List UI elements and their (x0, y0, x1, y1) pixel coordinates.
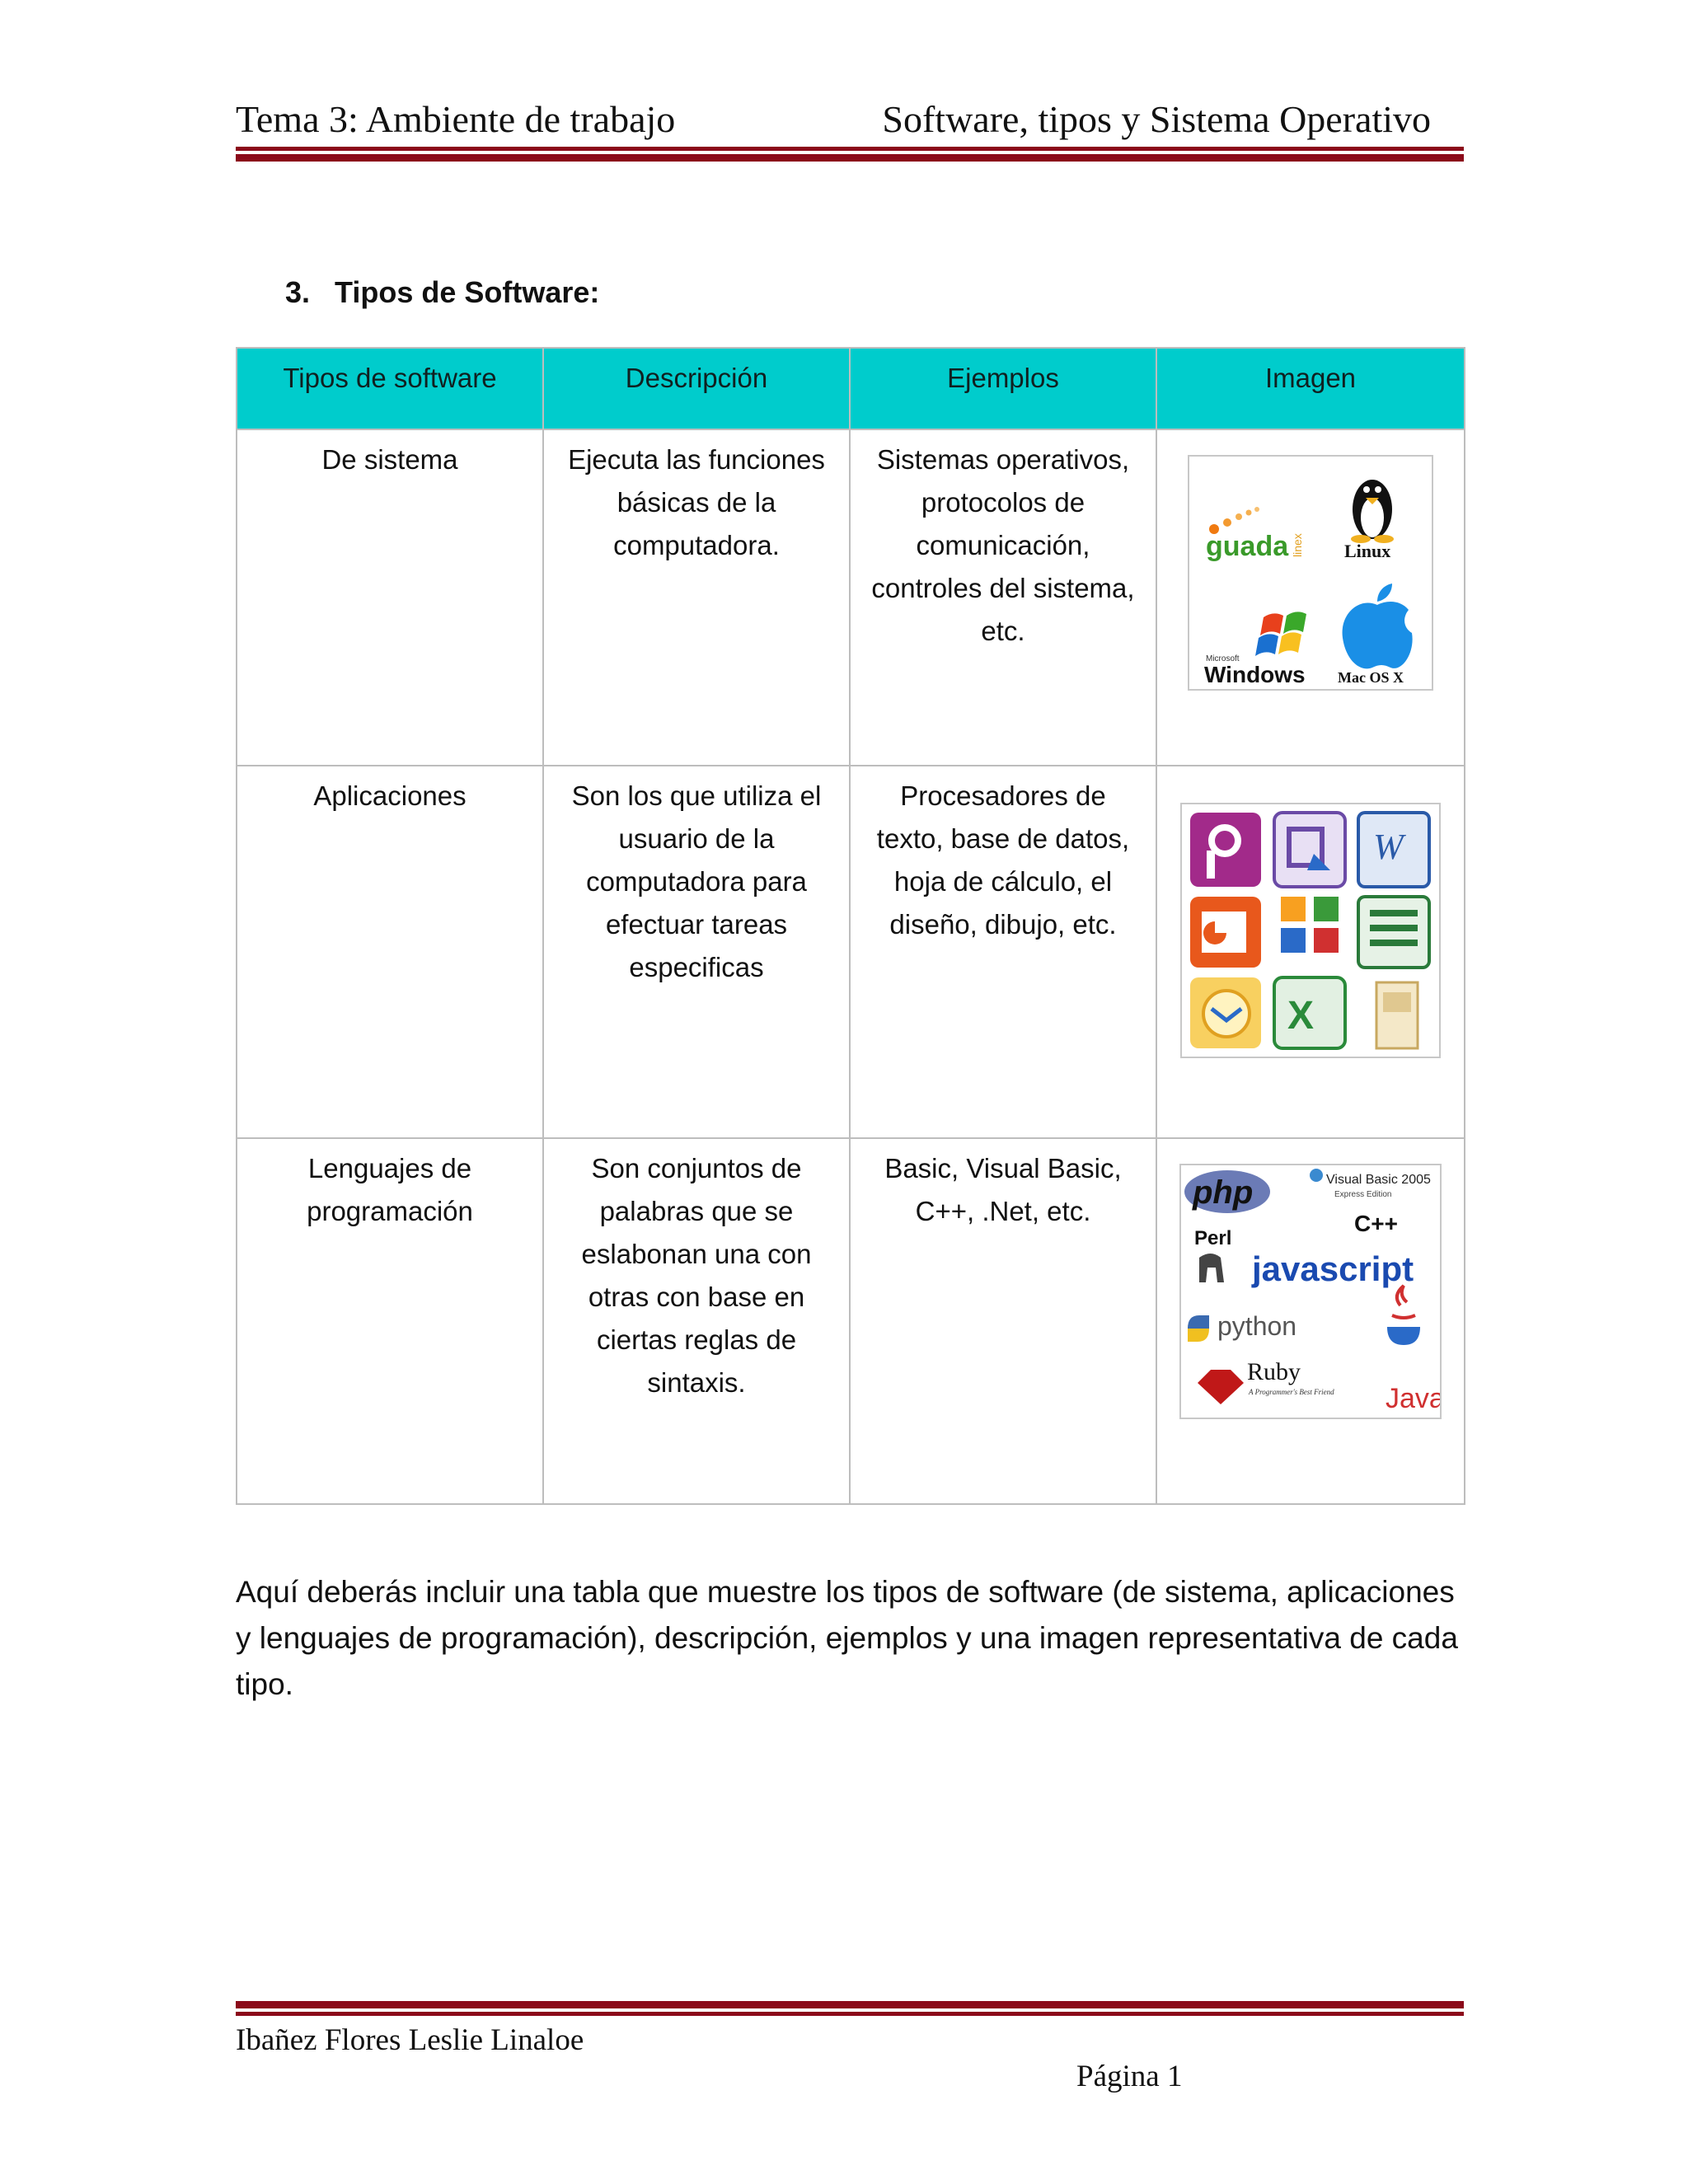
perl-label: Perl (1194, 1227, 1232, 1249)
programming-languages-icon (1181, 1165, 1440, 1418)
guada-label: guada (1206, 531, 1289, 562)
header-cell-imagen: Imagen (1156, 348, 1465, 429)
svg-text:X: X (1287, 994, 1315, 1038)
cell-imagen (1156, 429, 1465, 766)
cell-ejemplos: Procesadores de texto, base de datos, hoja de cálculo, el diseño, dibujo, etc. (850, 766, 1156, 1138)
ruby-label: Ruby (1247, 1358, 1301, 1385)
os-logos-image (1188, 455, 1433, 691)
linex-label: linex (1291, 533, 1304, 557)
table-row (237, 429, 1465, 766)
macosx-label: Mac OS X (1338, 669, 1404, 686)
java-label: Java (1386, 1383, 1440, 1414)
express-edition-label: Express Edition (1334, 1190, 1392, 1199)
php-label: php (1193, 1174, 1254, 1211)
header-cell-descripcion: Descripción (543, 348, 850, 429)
table-header-row (237, 348, 1465, 429)
header-right-title: Software, tipos y Sistema Operativo (882, 98, 1431, 140)
cell-ejemplos: Basic, Visual Basic, C++, .Net, etc. (850, 1138, 1156, 1504)
office-icons-icon (1182, 804, 1439, 1057)
cell-descripcion: Son los que utiliza el usuario de la computadora para efectuar tareas especificas (543, 766, 850, 1138)
header-left-title: Tema 3: Ambiente de trabajo (236, 98, 676, 140)
header-cell-ejemplos: Ejemplos (850, 348, 1156, 429)
header-rule (236, 147, 1464, 162)
programming-languages-image (1179, 1164, 1442, 1419)
cell-tipo: Aplicaciones (237, 766, 543, 1138)
cell-tipo: De sistema (237, 429, 543, 766)
visual-basic-label: Visual Basic 2005 (1326, 1173, 1431, 1187)
footer-rule (236, 2001, 1464, 2016)
page-header (236, 97, 1464, 147)
section-title (285, 275, 599, 310)
python-label: python (1217, 1311, 1297, 1341)
footer-author: Ibañez Flores Leslie Linaloe (236, 2023, 584, 2057)
svg-text:W: W (1373, 827, 1404, 867)
windows-label: Windows (1204, 662, 1306, 687)
cell-imagen (1156, 766, 1465, 1138)
cell-descripcion: Son conjuntos de palabras que se eslabonan una con otras con base en ciertas reglas de sintaxis. (543, 1138, 850, 1504)
office-icons-image (1180, 803, 1441, 1058)
ruby-tagline-label: A Programmer's Best Friend (1249, 1388, 1334, 1396)
section-title-text: Tipos de Software: (335, 275, 600, 309)
cell-tipo: Lenguajes de programación (237, 1138, 543, 1504)
os-logos-icon (1189, 457, 1432, 689)
section-number: 3. (285, 275, 311, 309)
cell-descripcion: Ejecuta las funciones básicas de la computadora. (543, 429, 850, 766)
software-types-table (236, 347, 1465, 1505)
linux-label: Linux (1344, 541, 1391, 561)
header-cell-tipos: Tipos de software (237, 348, 543, 429)
table-row (237, 766, 1465, 1138)
footer-page-number: Página 1 (1076, 2060, 1183, 2093)
cpp-label: C++ (1354, 1211, 1398, 1236)
microsoft-label: Microsoft (1206, 654, 1240, 663)
javascript-label: javascript (1252, 1249, 1414, 1288)
table-row (237, 1138, 1465, 1504)
instruction-paragraph: Aquí deberás incluir una tabla que muestre los tipos de software (de sistema, aplicaciones y lenguajes de programación), descripción, ejemplos y una imagen representativa de cada tipo. (236, 1575, 1458, 1701)
cell-imagen (1156, 1138, 1465, 1504)
cell-ejemplos: Sistemas operativos, protocolos de comunicación, controles del sistema, etc. (850, 429, 1156, 766)
